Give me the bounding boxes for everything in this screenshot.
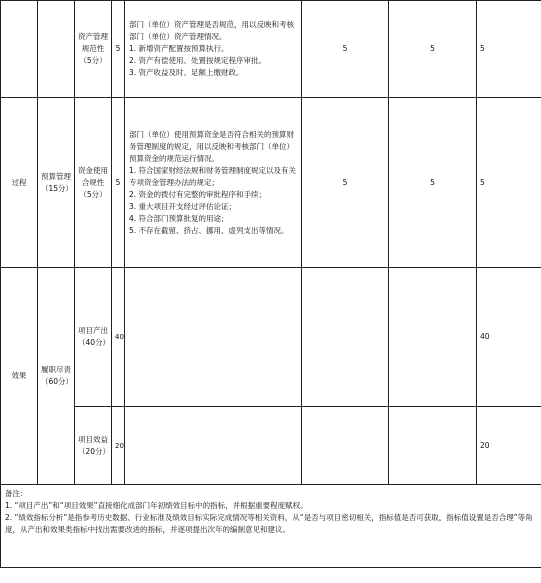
score-cell: 40	[477, 268, 541, 407]
level3-cell: 资产管理规范性（5分）	[75, 1, 112, 98]
level3-cell: 项目效益（20分）	[75, 407, 112, 485]
weight-cell: 5	[112, 1, 125, 98]
notes-cell	[1, 485, 541, 568]
level1-cell: 过程	[1, 98, 38, 268]
score-cell: 5	[477, 98, 541, 268]
table-row	[1, 268, 541, 407]
criteria-line: 3. 资产收益及时、足额上缴财政。	[129, 68, 244, 77]
score-cell: 5	[389, 98, 477, 268]
score-cell: 20	[477, 407, 541, 485]
score-cell: 5	[477, 1, 541, 98]
criteria-cell	[125, 1, 302, 98]
criteria-line: 2. 资产有偿使用、处置按规定程序审批。	[129, 56, 267, 65]
criteria-line: 4. 符合部门预算批复的用途；	[129, 213, 229, 223]
level1-cell	[1, 1, 38, 98]
score-cell: 5	[302, 1, 389, 98]
weight-cell: 20	[112, 407, 125, 485]
score-cell: 5	[302, 98, 389, 268]
criteria-cell	[125, 98, 302, 268]
weight-cell: 40	[112, 268, 125, 407]
criteria-cell	[125, 268, 302, 407]
notes-item: 2. “绩效指标分析”是指参考历史数据、行业标准及绩效目标实际完成情况等相关资料，从“是否与项目密切相关，指标值是否可获取，指标值设置是否合理”等角度，从产出和效果类指标中找出需要改进的指标，并逐项提出次年的编制意见和建议。	[5, 513, 533, 534]
criteria-line: 部门（单位）资产管理是否规范，用以反映和考核部门（单位）资产管理情况。	[129, 20, 294, 41]
notes-row	[1, 485, 541, 568]
weight-cell: 5	[112, 98, 125, 268]
notes-title: 备注：	[5, 489, 28, 498]
table-row	[1, 1, 541, 98]
level2-cell: 履职尽责（60分）	[38, 268, 75, 485]
score-cell	[389, 268, 477, 407]
score-cell: 5	[389, 1, 477, 98]
level3-cell: 项目产出（40分）	[75, 268, 112, 407]
criteria-line: 5. 不存在截留、挤占、挪用、虚列支出等情况。	[129, 225, 289, 235]
score-cell	[302, 407, 389, 485]
criteria-cell	[125, 407, 302, 485]
level1-cell: 效果	[1, 268, 38, 485]
criteria-line: 1. 符合国家财经法规和财务管理制度规定以及有关专项资金管理办法的规定；	[129, 165, 297, 187]
criteria-line: 部门（单位）使用预算资金是否符合相关的预算财务管理制度的规定，用以反映和考核部门（单位）预算资金的规范运行情况。	[129, 129, 294, 163]
criteria-line: 2. 资金的拨付有完整的审批程序和手续；	[129, 189, 267, 199]
criteria-line: 1. 新增资产配置按预算执行。	[129, 44, 229, 53]
level2-cell: 预算管理（15分）	[38, 98, 75, 268]
score-cell	[389, 407, 477, 485]
table-row	[1, 98, 541, 268]
score-cell	[302, 268, 389, 407]
level3-cell: 资金使用合规性（5分）	[75, 98, 112, 268]
table-row	[1, 407, 541, 485]
criteria-line: 3. 重大项目开支经过评估论证；	[129, 201, 237, 211]
notes-item: 1. “项目产出”和“项目效果”直接细化成部门年初绩效目标中的指标，并根据重要程度赋权。	[5, 501, 308, 510]
level2-cell	[38, 1, 75, 98]
